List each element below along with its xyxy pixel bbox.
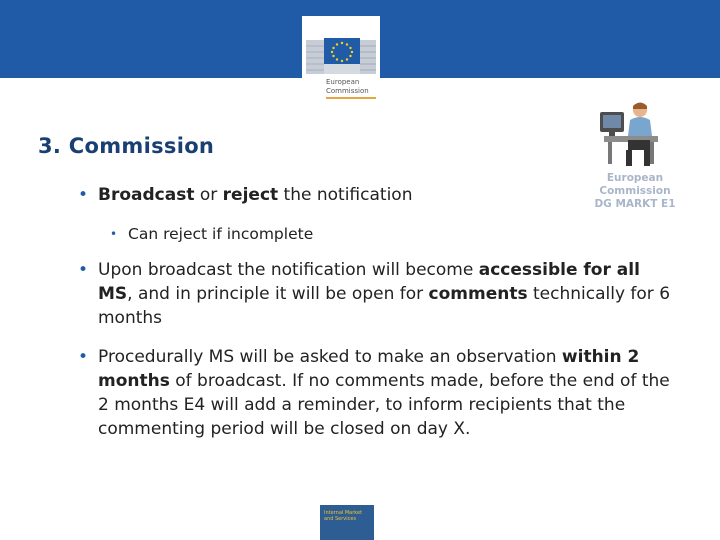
bullet-bold-text: comments (428, 284, 528, 304)
bullet-procedural-observation (78, 345, 678, 441)
logo-underline (326, 97, 376, 99)
logo-wordmark (326, 78, 369, 96)
bullet-broadcast-accessible (78, 258, 678, 330)
bullet-bold-text: Broadcast (98, 185, 195, 205)
bullet-text: the notification (278, 185, 413, 205)
sub-bullet-dot-icon: • (110, 227, 118, 241)
slide-title: 3. Commission (38, 134, 215, 158)
bullet-text: technically for 6 months (98, 284, 671, 328)
bullet-text: , and in principle it will be open for (127, 284, 429, 304)
logo-line2: Commission (326, 87, 369, 95)
sub-bullet-reject-incomplete (110, 222, 528, 246)
bullet-bold-text: accessible for all MS (98, 260, 640, 304)
bullet-text: or (194, 185, 223, 205)
sub-bullet-text: Can reject if incomplete (128, 225, 314, 243)
bullet-dot-icon: • (78, 347, 89, 367)
footer-line1: Internal Market (324, 510, 363, 516)
footer-line2: and Services (324, 516, 357, 522)
footer-dg-text (324, 510, 362, 522)
bullet-dot-icon: • (78, 260, 89, 280)
european-commission-logo (302, 16, 380, 100)
bullet-dot-icon: • (78, 185, 89, 205)
person-at-computer-icon (598, 100, 664, 170)
org-badge-line1: European Commission (599, 172, 671, 197)
bullet-bold-text: within 2 months (98, 347, 640, 391)
bullet-text: Upon broadcast the notification will become (98, 260, 479, 280)
org-badge-line2: DG MARKT E1 (594, 198, 676, 210)
commission-building-icon (302, 16, 380, 76)
logo-line1: European (326, 78, 360, 86)
footer-dg-logo (320, 505, 374, 540)
bullet-text: of broadcast. If no comments made, before the end of the 2 months E4 will add a reminder, to inform recipients that the commenting period will be closed on day X. (98, 371, 670, 439)
bullet-bold-text: reject (222, 185, 279, 205)
bullet-text: Procedurally MS will be asked to make an observation (98, 347, 562, 367)
bullet-broadcast-reject (78, 183, 518, 207)
org-badge (575, 172, 695, 211)
